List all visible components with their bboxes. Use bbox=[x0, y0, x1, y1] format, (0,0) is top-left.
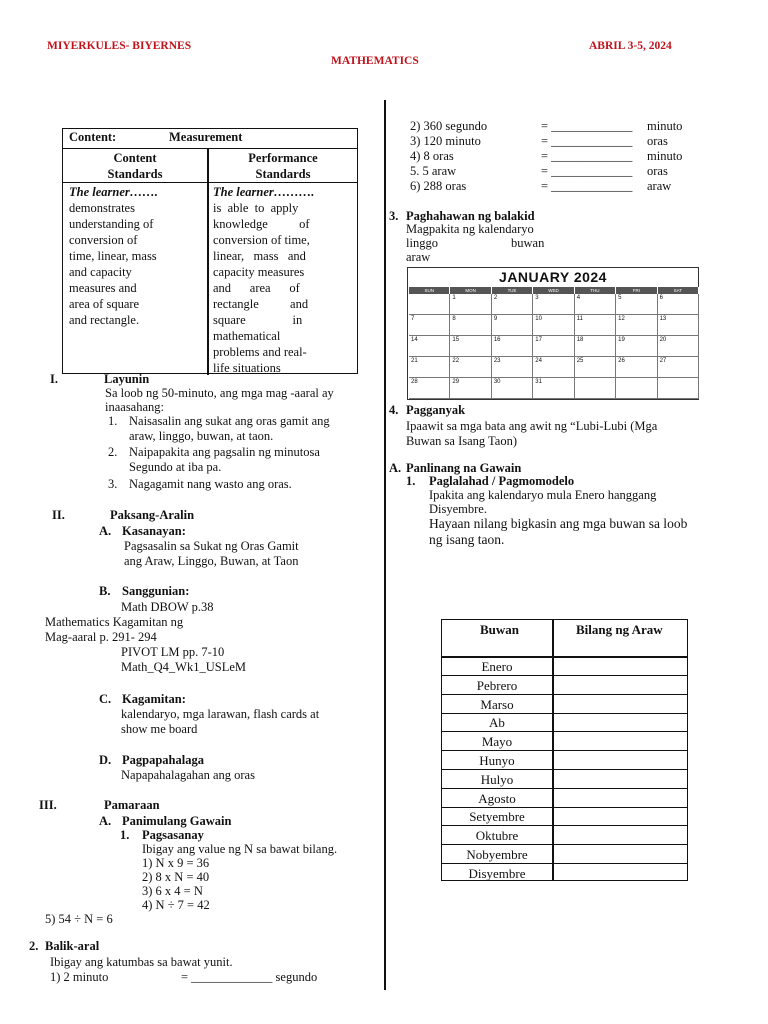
months-table bbox=[441, 619, 688, 881]
calendar-date-cell: 5 bbox=[616, 294, 657, 315]
content-standards-line: area of square bbox=[69, 297, 140, 311]
calendar-day-header: WED bbox=[533, 287, 574, 294]
calendar-date-cell: 3 bbox=[533, 294, 574, 315]
section2-b-line1: Math DBOW p.38 bbox=[121, 600, 214, 614]
month-row bbox=[442, 845, 687, 864]
section2-b-line2: Mathematics Kagamitan ng bbox=[45, 615, 184, 629]
conversion-2-unit: minuto bbox=[647, 119, 683, 133]
month-row bbox=[442, 864, 687, 883]
performance-standards-line: square in bbox=[213, 313, 303, 327]
section2-a-title: Kasanayan: bbox=[122, 524, 186, 538]
header-date: ABRIL 3-5, 2024 bbox=[589, 40, 672, 52]
section1-title: Layunin bbox=[104, 372, 150, 386]
performance-standards-line: rectangle and bbox=[213, 297, 309, 311]
calendar-date-cell: 18 bbox=[575, 336, 616, 357]
performance-standards-line: and area of bbox=[213, 281, 300, 295]
section2-c-line1: kalendaryo, mga larawan, flash cards at bbox=[121, 707, 320, 721]
content-standards-line: and capacity bbox=[69, 265, 132, 279]
content-standards-table bbox=[62, 128, 358, 374]
section2-d-title: Pagpapahalaga bbox=[122, 753, 204, 767]
calendar-date-cell: 12 bbox=[616, 315, 657, 336]
calendar-date-cell: 20 bbox=[658, 336, 699, 357]
calendar-date-cell: 15 bbox=[450, 336, 491, 357]
calendar-title: JANUARY 2024 bbox=[499, 269, 607, 285]
performance-standards-line: conversion of time, bbox=[213, 233, 310, 247]
content-standards-line: and rectangle. bbox=[69, 313, 140, 327]
paglalahad-line2: Disyembre. bbox=[429, 502, 487, 516]
pagsasanay-intro: Ibigay ang value ng N sa bawat bilang. bbox=[142, 842, 338, 856]
paglalahad-num: 1. bbox=[406, 474, 416, 488]
balik-aral-item1-left: 1) 2 minuto bbox=[50, 970, 109, 984]
calendar-date-cell: 4 bbox=[575, 294, 616, 315]
balik-aral-intro: Ibigay ang katumbas sa bawat yunit. bbox=[50, 955, 233, 969]
calendar-date-cell: 24 bbox=[533, 357, 574, 378]
pagsasanay-title: Pagsasanay bbox=[142, 828, 204, 842]
calendar-grid bbox=[409, 287, 699, 399]
calendar-day-header: MON bbox=[450, 287, 491, 294]
section2-a-letter: A. bbox=[99, 524, 112, 538]
conversion-5-unit: oras bbox=[647, 164, 668, 178]
months-col2-header: Bilang ng Araw bbox=[576, 622, 663, 637]
paglalahad-line1: Ipakita ang kalendaryo mula Enero hanggang bbox=[429, 488, 657, 502]
conversion-4-left: 4) 8 oras bbox=[410, 149, 454, 163]
performance-standards-line: The learner………. bbox=[213, 185, 315, 199]
objective-1-line1: Naisasalin ang sukat ang oras gamit ang bbox=[129, 414, 330, 428]
section2-a-line2: ang Araw, Linggo, Buwan, at Taon bbox=[124, 554, 299, 568]
performance-standards-line: capacity measures bbox=[213, 265, 305, 279]
calendar-day-header: SUN bbox=[409, 287, 450, 294]
section2-d-letter: D. bbox=[99, 753, 112, 767]
calendar-date-cell: 25 bbox=[575, 357, 616, 378]
section2-b-title: Sanggunian: bbox=[122, 584, 190, 598]
calendar-date-cell bbox=[616, 378, 657, 399]
section2-c-letter: C. bbox=[99, 692, 112, 706]
month-row bbox=[442, 695, 687, 714]
pagsasanay-item-5: 5) 54 ÷ N = 6 bbox=[45, 912, 113, 926]
month-row bbox=[442, 676, 687, 695]
conversion-3-unit: oras bbox=[647, 134, 668, 148]
col1-header-line1: Content bbox=[113, 151, 157, 165]
calendar-date-cell: 31 bbox=[533, 378, 574, 399]
content-standards-line: time, linear, mass bbox=[69, 249, 157, 263]
section2-d-line1: Napapahalagahan ang oras bbox=[121, 768, 255, 782]
content-value: Measurement bbox=[169, 130, 243, 144]
month-row bbox=[442, 826, 687, 845]
section3-a-title: Panimulang Gawain bbox=[122, 814, 232, 828]
pagsasanay-item-2: 2) 8 x N = 40 bbox=[142, 870, 210, 884]
calendar-image bbox=[407, 267, 699, 400]
calendar-date-cell: 14 bbox=[409, 336, 450, 357]
month-name: Ab bbox=[489, 715, 505, 731]
conversion-6-blank: = _____________ bbox=[541, 179, 633, 193]
section3-a-letter: A. bbox=[99, 814, 112, 828]
content-standards-line: demonstrates bbox=[69, 201, 135, 215]
section1-intro-1: Sa loob ng 50-minuto, ang mga mag -aaral ay bbox=[105, 386, 334, 400]
word-araw: araw bbox=[406, 250, 431, 264]
calendar-date-cell: 10 bbox=[533, 315, 574, 336]
section2-b-line3: Mag-aaral p. 291- 294 bbox=[45, 630, 157, 644]
content-standards-text bbox=[69, 184, 203, 328]
objective-2-line1: Naipapakita ang pagsalin ng minutosa bbox=[129, 445, 320, 459]
performance-standards-line: linear, mass and bbox=[213, 249, 306, 263]
pagsasanay-item-3: 3) 6 x 4 = N bbox=[142, 884, 203, 898]
month-row bbox=[442, 807, 687, 826]
section2-roman: II. bbox=[52, 508, 65, 522]
section2-a-line1: Pagsasalin sa Sukat ng Oras Gamit bbox=[124, 539, 299, 553]
calendar-date-cell: 28 bbox=[409, 378, 450, 399]
calendar-day-header: FRI bbox=[616, 287, 657, 294]
performance-standards-header bbox=[209, 150, 357, 182]
month-row bbox=[442, 713, 687, 732]
word-buwan: buwan bbox=[511, 236, 545, 250]
paghahawan-title: Paghahawan ng balakid bbox=[406, 209, 535, 223]
month-name: Hulyo bbox=[480, 771, 514, 787]
month-row bbox=[442, 751, 687, 770]
month-name: Oktubre bbox=[475, 828, 519, 844]
conversion-5-left: 5. 5 araw bbox=[410, 164, 457, 178]
section2-c-line2: show me board bbox=[121, 722, 198, 736]
paglalahad-line4: ng isang taon. bbox=[429, 532, 505, 547]
calendar-date-cell: 7 bbox=[409, 315, 450, 336]
calendar-day-header: THU bbox=[575, 287, 616, 294]
performance-standards-line: knowledge of bbox=[213, 217, 310, 231]
calendar-date-cell: 2 bbox=[492, 294, 533, 315]
calendar-date-cell bbox=[409, 294, 450, 315]
section3-title: Pamaraan bbox=[104, 798, 160, 812]
content-standards-line: understanding of bbox=[69, 217, 154, 231]
months-col1-header: Buwan bbox=[480, 622, 520, 637]
paghahawan-num: 3. bbox=[389, 209, 399, 223]
col2-header-line1: Performance bbox=[248, 151, 318, 165]
month-name: Nobyembre bbox=[466, 847, 528, 862]
month-row bbox=[442, 657, 687, 676]
column-divider bbox=[384, 100, 386, 990]
objective-2-num: 2. bbox=[108, 445, 118, 459]
calendar-date-cell: 6 bbox=[658, 294, 699, 315]
calendar-date-cell: 19 bbox=[616, 336, 657, 357]
month-name: Pebrero bbox=[476, 677, 518, 693]
pagsasanay-item-1: 1) N x 9 = 36 bbox=[142, 856, 210, 870]
balik-aral-title: Balik-aral bbox=[45, 939, 100, 953]
month-row bbox=[442, 732, 687, 751]
conversion-4-unit: minuto bbox=[647, 149, 683, 163]
objective-3-line1: Nagagamit nang wasto ang oras. bbox=[129, 477, 292, 491]
col2-header-line2: Standards bbox=[255, 167, 311, 181]
calendar-date-cell: 13 bbox=[658, 315, 699, 336]
conversion-3-blank: = _____________ bbox=[541, 134, 633, 148]
calendar-day-header: SAT bbox=[658, 287, 699, 294]
month-name: Agosto bbox=[478, 790, 516, 806]
calendar-date-cell: 26 bbox=[616, 357, 657, 378]
month-name: Marso bbox=[480, 696, 514, 712]
conversion-4-blank: = _____________ bbox=[541, 149, 633, 163]
paglalahad-line3: Hayaan nilang bigkasin ang mga buwan sa loob bbox=[429, 516, 688, 531]
section2-title: Paksang-Aralin bbox=[110, 508, 195, 522]
month-name: Disyembre bbox=[468, 865, 526, 881]
content-label: Content: bbox=[69, 130, 117, 144]
conversion-5-blank: = _____________ bbox=[541, 164, 633, 178]
performance-standards-line: problems and real- bbox=[213, 345, 307, 359]
paglalahad-title: Paglalahad / Pagmomodelo bbox=[429, 474, 575, 488]
pagganyak-line1: Ipaawit sa mga bata ang awit ng “Lubi-Lubi (Mga bbox=[406, 419, 658, 433]
objective-2-line2: Segundo at iba pa. bbox=[129, 460, 222, 474]
calendar-date-cell: 17 bbox=[533, 336, 574, 357]
calendar-date-cell: 23 bbox=[492, 357, 533, 378]
calendar-date-cell bbox=[658, 378, 699, 399]
balik-aral-item1-right: = _____________ segundo bbox=[181, 970, 318, 984]
calendar-date-cell: 22 bbox=[450, 357, 491, 378]
calendar-date-cell: 8 bbox=[450, 315, 491, 336]
conversion-2-left: 2) 360 segundo bbox=[410, 119, 488, 133]
calendar-date-cell: 11 bbox=[575, 315, 616, 336]
content-row bbox=[63, 129, 357, 149]
col1-header-line2: Standards bbox=[107, 167, 163, 181]
month-row bbox=[442, 789, 687, 808]
conversion-3-left: 3) 120 minuto bbox=[410, 134, 481, 148]
section1-intro-2: inaasahang: bbox=[105, 400, 165, 414]
content-standards-header bbox=[63, 150, 207, 182]
calendar-date-cell: 1 bbox=[450, 294, 491, 315]
calendar-date-cell: 29 bbox=[450, 378, 491, 399]
month-name: Setyembre bbox=[469, 809, 525, 825]
calendar-date-cell: 30 bbox=[492, 378, 533, 399]
objective-1-num: 1. bbox=[108, 414, 118, 428]
content-standards-line: The learner……. bbox=[69, 185, 158, 199]
objective-1-line2: araw, linggo, buwan, at taon. bbox=[129, 429, 274, 443]
calendar-day-header: TUE bbox=[492, 287, 533, 294]
section2-b-line5: Math_Q4_Wk1_USLeM bbox=[121, 660, 246, 674]
header-days: MIYERKULES- BIYERNES bbox=[47, 40, 192, 52]
pagganyak-line2: Buwan sa Isang Taon) bbox=[406, 434, 518, 448]
panlinang-letter: A. bbox=[389, 461, 402, 475]
calendar-date-cell: 27 bbox=[658, 357, 699, 378]
section3-roman: III. bbox=[39, 798, 57, 812]
performance-standards-line: mathematical bbox=[213, 329, 281, 343]
performance-standards-text bbox=[213, 184, 335, 376]
content-standards-line: measures and bbox=[69, 281, 137, 295]
section2-c-title: Kagamitan: bbox=[122, 692, 186, 706]
header-subject: MATHEMATICS bbox=[331, 55, 419, 67]
performance-standards-line: life situations bbox=[213, 361, 281, 375]
section1-roman: I. bbox=[50, 372, 58, 386]
performance-standards-line: is able to apply bbox=[213, 201, 299, 215]
month-name: Enero bbox=[481, 659, 513, 674]
month-name: Hunyo bbox=[479, 753, 515, 768]
objective-3-num: 3. bbox=[108, 477, 118, 491]
calendar-date-cell bbox=[575, 378, 616, 399]
table-divider bbox=[207, 149, 209, 375]
conversion-6-unit: araw bbox=[647, 179, 672, 193]
month-row bbox=[442, 770, 687, 789]
pagsasanay-item-4: 4) N ÷ 7 = 42 bbox=[142, 898, 210, 912]
section2-b-letter: B. bbox=[99, 584, 111, 598]
content-standards-line: conversion of bbox=[69, 233, 138, 247]
balik-aral-num: 2. bbox=[29, 939, 39, 953]
word-linggo: linggo bbox=[406, 236, 438, 250]
month-name: Mayo bbox=[481, 734, 513, 750]
calendar-date-cell: 9 bbox=[492, 315, 533, 336]
pagganyak-num: 4. bbox=[389, 403, 399, 417]
conversion-2-blank: = _____________ bbox=[541, 119, 633, 133]
paghahawan-line1: Magpakita ng kalendaryo bbox=[406, 222, 534, 236]
calendar-date-cell: 16 bbox=[492, 336, 533, 357]
standards-header-row bbox=[63, 149, 357, 183]
conversion-6-left: 6) 288 oras bbox=[410, 179, 467, 193]
pagganyak-title: Pagganyak bbox=[406, 403, 466, 417]
pagsasanay-num: 1. bbox=[120, 828, 130, 842]
panlinang-title: Panlinang na Gawain bbox=[406, 461, 522, 475]
calendar-date-cell: 21 bbox=[409, 357, 450, 378]
section2-b-line4: PIVOT LM pp. 7-10 bbox=[121, 645, 225, 659]
